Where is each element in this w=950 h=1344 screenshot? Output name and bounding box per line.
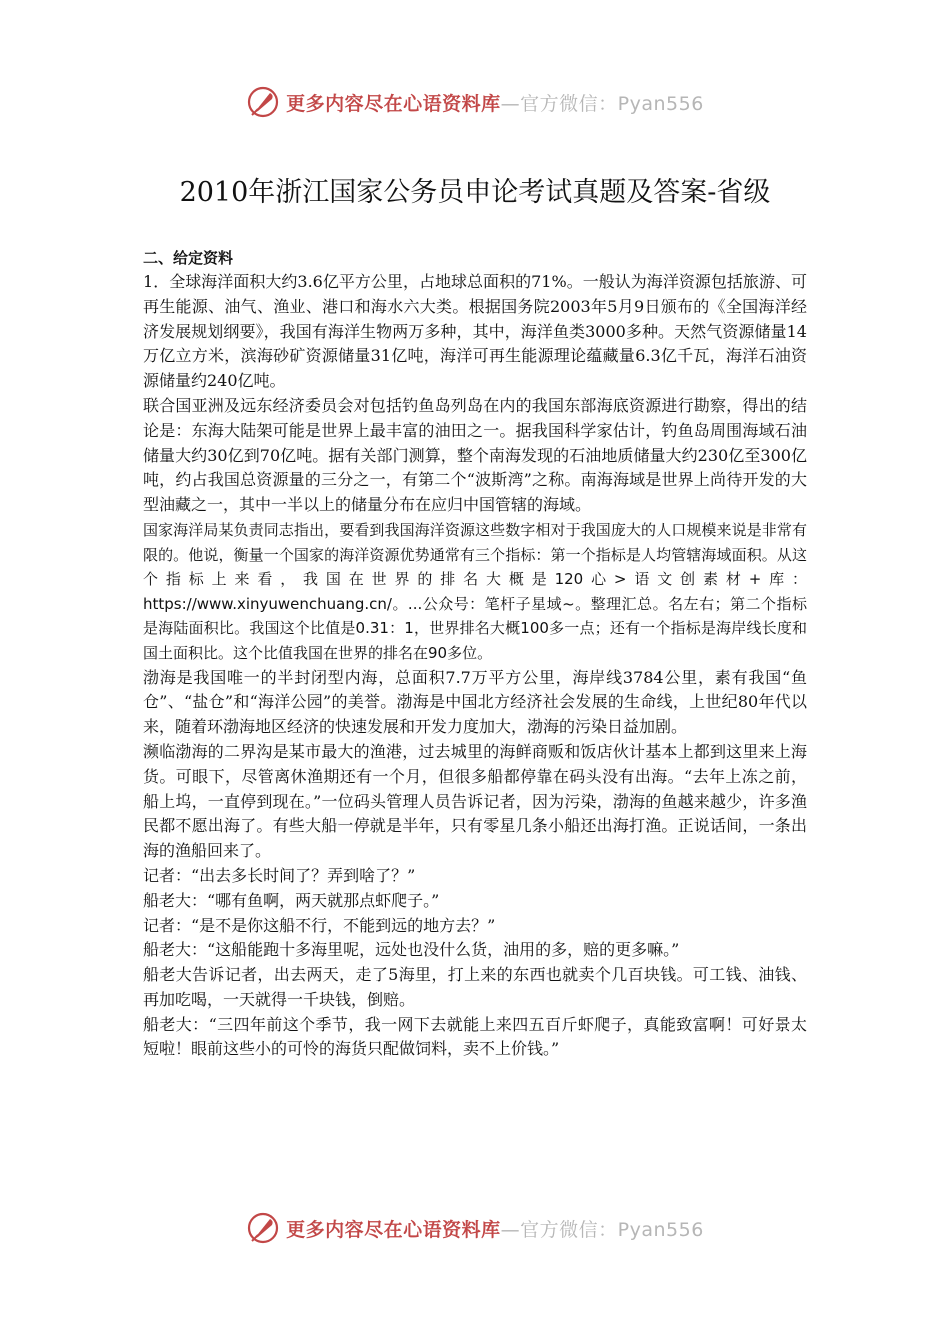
dialogue-line: 船老大：“三四年前这个季节，我一网下去就能上来四五百斤虾爬子，真能致富啊！可好景太短啦！眼前这些小的可怜的海货只配做饲料，卖不上价钱。”: [143, 1014, 807, 1059]
watermark-banner-bottom: [0, 1208, 950, 1248]
dialogue-line: 船老大：“这船能跑十多海里呢，远处也没什么货，油用的多，赔的更多嘛。”: [143, 940, 680, 960]
dialogue-line: 船老大：“哪有鱼啊，两天就那点虾爬子。”: [143, 890, 440, 910]
feather-pen-logo-icon: [246, 1211, 280, 1245]
dialogue-line: 记者：“是不是你这船不行，不能到远的地方去？”: [143, 915, 496, 935]
watermark-banner-top: [0, 82, 950, 122]
section-heading: 二、给定资料: [143, 249, 234, 267]
paragraph-erjiegou-port: 濒临渤海的二界沟是某市最大的渔港，过去城里的海鲜商贩和饭店伙计基本上都到这里来上海货。可眼下，尽管离休渔期还有一个月，但很多船都停靠在码头没有出海。“去年上冻之前，船上坞，一直停到现在。”一位码头管理人员告诉记者，因为污染，渤海的鱼越来越少，许多渔民都不愿出海了。有些大船一停就是半年，只有零星几条小船还出海打渔。正说话间，一条出海的渔船回来了。: [143, 741, 807, 861]
dialogue-line: 记者：“出去多长时间了？弄到啥了？”: [143, 865, 416, 885]
watermark-text: [286, 89, 704, 116]
watermark-rest-text: —官方微信：Pyan556: [500, 1218, 704, 1241]
paragraph-ocean-administration: 国家海洋局某负责同志指出，要看到我国海洋资源这些数字相对于我国庞大的人口规模来说是非常有限的。他说，衡量一个国家的海洋资源优势通常有三个指标：第一个指标是人均管辖海域面积。从这个指标上来看，我国在世界的排名大概是120心>语文创素材+库：https://www.xinyuwenchuang.cn/。...公众号：笔杆子星域~。整理汇总。名左右；第二个指标是海陆面积比。我国这个比值是0.31：1，世界排名大概100多一点；还有一个指标是海岸线长度和国土面积比。这个比值我国在世界的排名在90多位。: [143, 520, 807, 662]
watermark-main-text: 更多内容尽在心语资料库: [286, 1218, 501, 1241]
feather-pen-logo-icon: [246, 85, 280, 119]
paragraph-bohai-sea: 渤海是我国唯一的半封闭型内海，总面积7.7万平方公里，海岸线3784公里，素有我国“鱼仓”、“盐仓”和“海洋公园”的美誉。渤海是中国北方经济社会发展的生命线，上世纪80年代以来，随着环渤海地区经济的快速发展和开发力度加大，渤海的污染日益加剧。: [143, 667, 807, 737]
watermark-text: [286, 1215, 704, 1242]
paragraph-captain-costs: 船老大告诉记者，出去两天，走了5海里，打上来的东西也就卖个几百块钱。可工钱、油钱、再加吃喝，一天就得一千块钱，倒赔。: [143, 965, 807, 1009]
watermark-main-text: 更多内容尽在心语资料库: [286, 92, 501, 115]
document-body: [143, 246, 807, 1062]
paragraph-east-china-sea-oil: 联合国亚洲及远东经济委员会对包括钓鱼岛列岛在内的我国东部海底资源进行勘察，得出的结论是：东海大陆架可能是世界上最丰富的油田之一。据我国科学家估计，钓鱼岛周围海域石油储量大约30亿到70亿吨。据有关部门测算，整个南海发现的石油地质储量大约230亿至300亿吨，约占我国总资源量的三分之一，有第二个“波斯湾”之称。南海海域是世界上尚待开发的大型油藏之一，其中一半以上的储量分布在应归中国管辖的海域。: [143, 395, 807, 515]
watermark-rest-text: —官方微信：Pyan556: [500, 92, 704, 115]
document-title: 2010年浙江国家公务员申论考试真题及答案-省级: [179, 177, 771, 209]
paragraph-marine-resources: 1．全球海洋面积大约3.6亿平方公里，占地球总面积的71%。一般认为海洋资源包括旅游、可再生能源、油气、渔业、港口和海水六大类。根据国务院2003年5月9日颁布的《全国海洋经济发展规划纲要》，我国有海洋生物两万多种，其中，海洋鱼类3000多种。天然气资源储量14万亿立方米，滨海砂矿资源储量31亿吨，海洋可再生能源理论蕴藏量6.3亿千瓦，海洋石油资源储量约240亿吨。: [143, 272, 807, 391]
